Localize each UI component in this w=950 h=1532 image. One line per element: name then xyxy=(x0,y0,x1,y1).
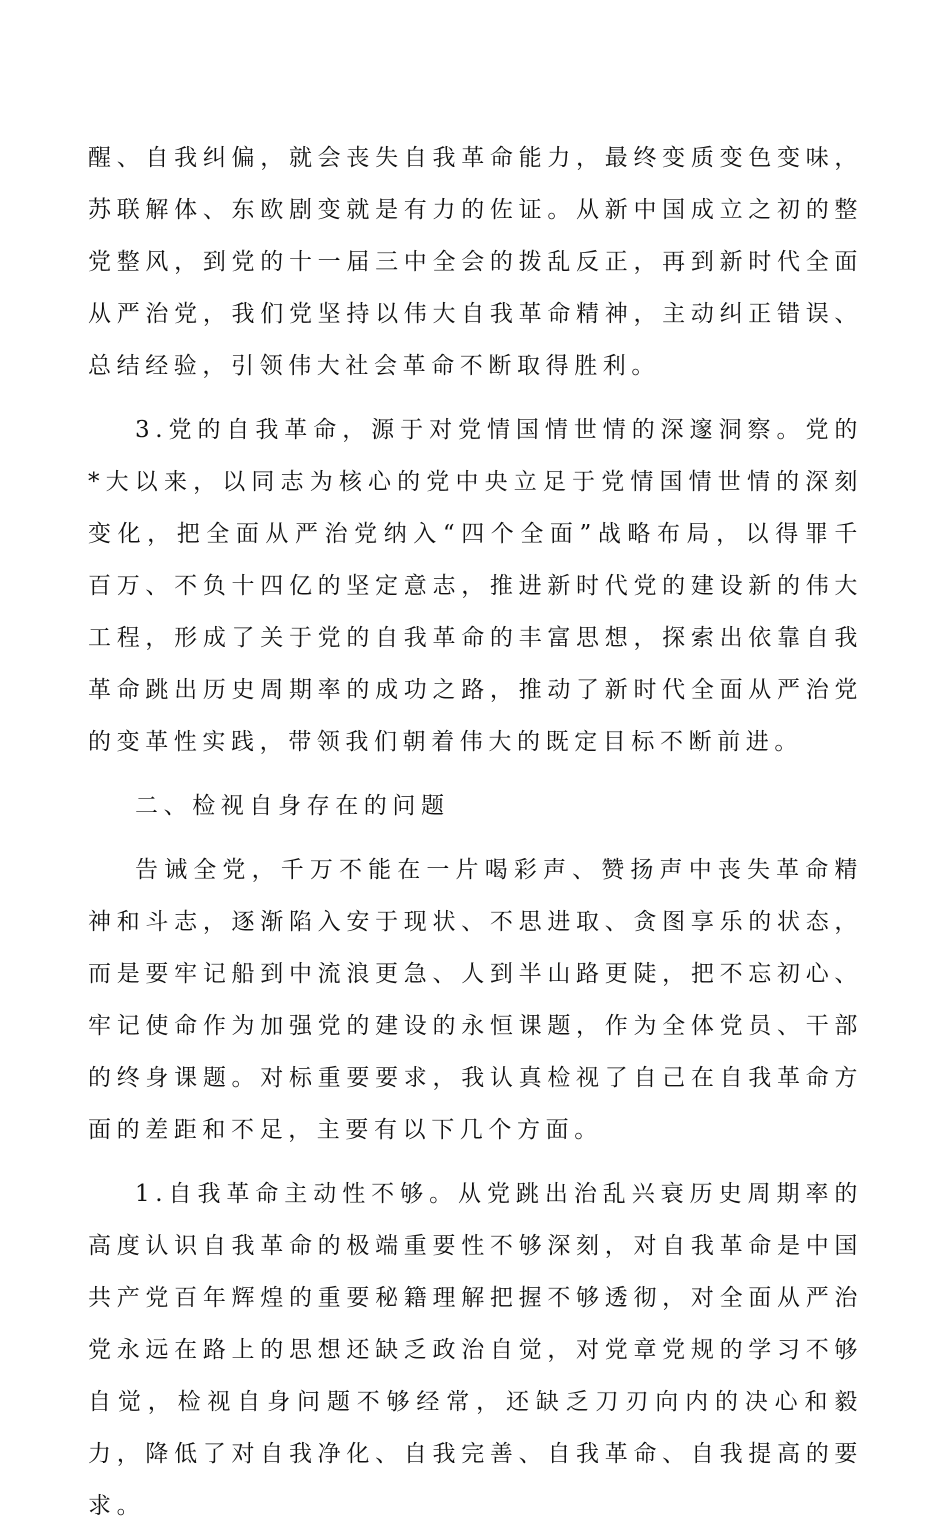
paragraph-insufficient-initiative: 1.自我革命主动性不够。从党跳出治乱兴衰历史周期率的高度认识自我革命的极端重要性不够深刻，对自我革命是中国共产党百年辉煌的重要秘籍理解把握不够透彻，对全面从严治党永远在路上的思想还缺乏政治自觉，对党章党规的学习不够自觉，检视自身问题不够经常，还缺乏刀刃向内的决心和毅力，降低了对自我净化、自我完善、自我革命、自我提高的要求。 xyxy=(88,1181,863,1519)
paragraph-self-revolution-insight: 3.党的自我革命，源于对党情国情世情的深邃洞察。党的*大以来，以同志为核心的党中央立足于党情国情世情的深刻变化，把全面从严治党纳入“四个全面”战略布局，以得罪千百万、不负十四亿的坚定意志，推进新时代党的建设新的伟大工程，形成了关于党的自我革命的丰富思想，探索出依靠自我革命跳出历史周期率的成功之路，推动了新时代全面从严治党的变革性实践，带领我们朝着伟大的既定目标不断前进。 xyxy=(88,417,863,755)
paragraph-continuation: 醒、自我纠偏，就会丧失自我革命能力，最终变质变色变味，苏联解体、东欧剧变就是有力的佐证。从新中国成立之初的整党整风，到党的十一届三中全会的拨乱反正，再到新时代全面从严治党，我们党坚持以伟大自我革命精神，主动纠正错误、总结经验，引领伟大社会革命不断取得胜利。 xyxy=(88,145,863,379)
document-body xyxy=(88,132,863,1532)
section-heading: 二、检视自身存在的问题 xyxy=(135,793,450,819)
paragraph-introduction: 告诫全党，千万不能在一片喝彩声、赞扬声中丧失革命精神和斗志，逐渐陷入安于现状、不思进取、贪图享乐的状态，而是要牢记船到中流浪更急、人到半山路更陡，把不忘初心、牢记使命作为加强党的建设的永恒课题，作为全体党员、干部的终身课题。对标重要要求，我认真检视了自己在自我革命方面的差距和不足，主要有以下几个方面。 xyxy=(88,857,863,1143)
